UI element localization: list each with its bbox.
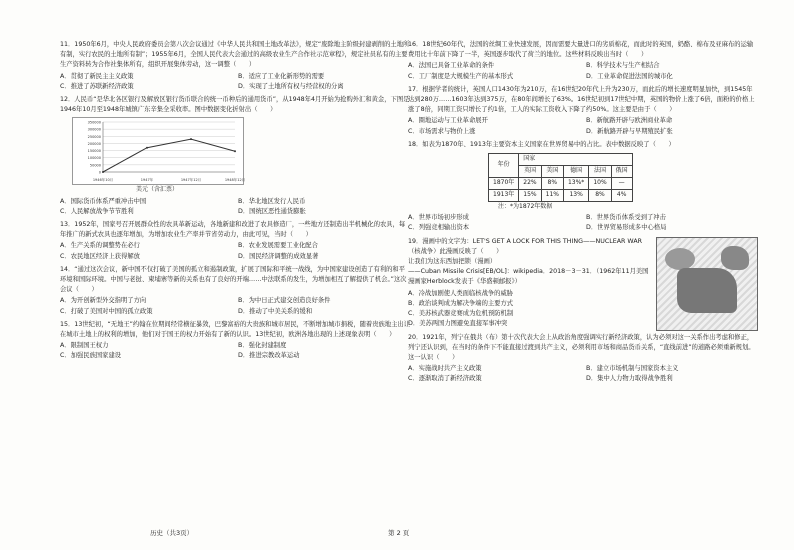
question-11 <box>60 40 410 92</box>
option-a: A．圈地运动与工业革命展开 <box>408 117 488 125</box>
col-header: 美国 <box>541 166 563 178</box>
option-c: C．逐渐取消了新经济政策 <box>408 375 482 383</box>
option-b: B．建立市场机制与国家资本主义 <box>586 365 679 373</box>
table-cell: 22% <box>519 178 541 190</box>
x-tick-label: 1947年 <box>140 178 154 183</box>
option-b: B．强化封建制度 <box>238 342 287 350</box>
option-c: C．列强竞相输出资本 <box>408 224 470 232</box>
option-d: D．新航路开辟与早期殖民扩张 <box>586 127 673 135</box>
cartoon-bomb <box>677 268 737 313</box>
option-c: C．市场需求与物价上涨 <box>408 127 476 135</box>
option-a: A．世界市场初步形成 <box>408 214 469 222</box>
y-tick-label: 100000 <box>87 156 101 161</box>
option-a: A．生产关系的调整势在必行 <box>60 242 140 250</box>
option-a: A．国际货币体系严重冲击中国 <box>60 197 147 205</box>
y-tick-label: 300000 <box>87 128 101 133</box>
question-text: 19．漫画中的文字为：LET'S GET A LOCK FOR THIS THING——NUCLEAR WAR（核战争）此漫画反映了（ ） <box>408 237 642 255</box>
option-c: C．打破了美国对中国的孤立政策 <box>60 307 153 315</box>
option-a: A．贯彻了新民主主义政策 <box>60 72 134 80</box>
footer-subject: 历史（共3页） <box>150 529 194 537</box>
option-a: A．法国已具备工业革命的条件 <box>408 62 495 70</box>
question-text: 18．如表为1870年、1913年主要资本主义国家在世界贸易中的占比。表中数据反映了（ ） <box>408 140 675 148</box>
option-c: C．加强民族国家建设 <box>60 352 122 360</box>
data-point <box>102 171 104 173</box>
option-a: A．限制国王权力 <box>60 342 109 350</box>
question-12 <box>60 95 410 217</box>
left-column <box>60 40 410 365</box>
x-tick-label: 1946年10月 <box>92 178 114 183</box>
y-tick-label: 150000 <box>87 149 101 154</box>
option-c: C．人民解放战争节节胜利 <box>60 207 134 215</box>
question-18 <box>408 140 758 234</box>
question-13 <box>60 220 410 262</box>
option-a: A．为开创新型外交指明了方向 <box>60 297 147 305</box>
table-cell: 8% <box>589 190 611 202</box>
option-c: C．美苏核武器竞赛成为危机预防机制 <box>408 310 514 318</box>
option-c: C．工厂制度是大规模生产的基本形式 <box>408 72 514 80</box>
option-b: B．科学技术与生产相结合 <box>586 62 660 70</box>
option-d: D．国统区恶性通货膨胀 <box>238 207 306 215</box>
option-b: B．华北地区发行人民币 <box>238 197 306 205</box>
table-note: 注：*为1872年数据 <box>498 203 553 211</box>
option-b: B．农业发展需要工业化配合 <box>238 242 318 250</box>
cartoon-source: ——Cuban Missile Crisis[EB/OL]：wikipedia．2018－3－31．（1962年11月美国漫画家Herblock发表于《华盛顿邮报》） <box>408 268 649 286</box>
option-c: C．农民地区经济上获得解放 <box>60 252 140 260</box>
cartoon-caption: 让我们为这东西加把锁（漫画） <box>408 258 497 266</box>
option-b: B．新航路开辟与欧洲商业革命 <box>586 117 673 125</box>
option-d: D．工业革命促进法国的城市化 <box>586 72 673 80</box>
line-chart <box>72 117 244 185</box>
question-19 <box>408 237 758 330</box>
y-tick-label: 350000 <box>87 120 101 125</box>
question-text: 13．1952年，国家号召开展群众性的农具革新运动，各地新建和改进了农具修造厂，一些地方还制造出半机械化的农具，每年推广的新式农具也逐年增加，为增加农业生产率并节省劳动力，由此可见，当时（ ） <box>60 221 406 239</box>
data-point <box>234 151 236 153</box>
option-d: D．推动了中美关系的缓和 <box>238 307 313 315</box>
table-cell: — <box>611 178 632 190</box>
option-d: D．美苏两国力图避免直接军事冲突 <box>408 320 508 328</box>
y-tick-label: 50000 <box>89 163 101 168</box>
chart-caption: 美元（含汇票） <box>135 186 178 194</box>
option-d: D．国民经济调整的成效显著 <box>238 252 319 260</box>
table-group-header: 国家 <box>519 154 632 166</box>
cartoon-figure-right <box>721 246 749 270</box>
question-text: 12．人民币“是华北各区银行及解放区银行货币联合的统一币种后的通用货币”，从1948年4月开始为抢购外汇和黄金，下图是1946年10月至1948年城镇广东辛集全采收率。图中数据变化折射出（ ） <box>60 96 410 114</box>
option-a: A．冷战加剧使人类面临核战争的威胁 <box>408 289 514 297</box>
option-b: B．适应了工业化新形势的需要 <box>238 72 325 80</box>
question-17 <box>408 85 758 137</box>
question-16 <box>408 40 758 82</box>
question-text: 16．18世纪60年代，法国的丝绸工业快速发展，因而需要大量进口的劣质棉花，而此时的英国，奶酪、棉布及亚麻布的运输费用比十年前下降了一半，英国逐步取代了荷兰的地位。这些材料反映出当时（ ） <box>408 41 754 59</box>
col-header: 俄国 <box>611 166 632 178</box>
data-point <box>190 139 192 141</box>
col-header: 法国 <box>589 166 611 178</box>
footer-page-number: 第 2 页 <box>388 529 410 537</box>
col-header: 英国 <box>519 166 541 178</box>
table-corner: 年份 <box>489 154 519 178</box>
option-d: D．集中人力物力取得战争胜利 <box>586 375 673 383</box>
table-cell: 11% <box>541 190 563 202</box>
question-14 <box>60 265 410 317</box>
row-year: 1913年 <box>489 190 519 202</box>
political-cartoon <box>656 237 758 331</box>
question-text: 11．1950年6月，中央人民政府委员会第八次会议通过《中华人民共和国土地改革法》，规定“废除地主阶级封建剥削的土地所有制，实行农民的土地所有制”；1955年6月，全国人民代表大会通过的高级农业生产合作社示范章程》，规定社员私有的主要生产资料转为合作社集体所有，组织开展集体劳动，这一调整（ ） <box>60 41 410 69</box>
y-tick-label: 250000 <box>87 135 101 140</box>
x-tick-label: 1947年12月 <box>180 178 202 183</box>
question-text: 17．根据学者的统计，英国人口1430年为210万，在16世纪20年代上升为230万，而此后的增长速度明显加快，到1545年达到280万……1603年达到375万，在80年间增长了63%。16世纪初到17世纪中期，英国的物价上涨了6倍，面粉的价格上涨了8倍，同期工资只增长了约1倍，工人的实际工资收入下降了约50%。这主要是由于（ ） <box>408 85 755 114</box>
table-cell: 13%* <box>563 178 588 190</box>
option-b: B．世界货币体系受到了冲击 <box>586 214 666 222</box>
table-cell: 10% <box>589 178 611 190</box>
option-b: B．政治谈判成为解决争端的主要方式 <box>408 299 514 307</box>
table-row <box>489 190 633 202</box>
question-text: 15．13世纪初，“无地王”约翰在位期间经常横征暴敛，巴黎富裕的大贵族和城市居民，不断增加城市捐税，随着贵族地主出让在城市土地上的权利的增加，他们对于国王的权力开始有了新的认识。13世纪初，欧洲各地出现的上述现象表明（ ） <box>60 320 410 339</box>
question-20 <box>408 333 758 385</box>
chart-svg <box>73 118 246 184</box>
col-header: 德国 <box>563 166 588 178</box>
table-row <box>489 178 633 190</box>
option-d: D．世界贸易形成多中心格局 <box>586 224 667 232</box>
question-text: 14．“通过这次会议，新中国不仅打破了美国的孤立和遏制政策，扩展了国际和平统一战线，为中国家建设创造了有利的和平环境和国际环境。中国与老挝、柬埔寨等新的关系也有了良好的开端……中法联系的发生，为增加相互了解提供了机会。”这次会议（ ） <box>60 265 407 294</box>
right-column <box>408 40 758 388</box>
table-cell: 8% <box>541 178 563 190</box>
series-line <box>103 140 235 173</box>
question-15 <box>60 320 410 362</box>
table-cell: 15% <box>519 190 541 202</box>
y-tick-label: 0 <box>98 170 101 175</box>
y-tick-label: 200000 <box>87 142 101 147</box>
option-d: D．实现了土地所有权与经营权的分离 <box>238 82 344 90</box>
cartoon-figure-left <box>665 248 695 270</box>
option-d: D．推进宗教改革运动 <box>238 352 300 360</box>
option-a: A．实施战时共产主义政策 <box>408 365 482 373</box>
question-text: 20．1921年，列宁在俄共（布）第十次代表大会上从政治角度强调实行新经济政策，认为必须对这一关系作出考虑和修正，列宁还认识到，在当时的条件下不能直接过渡到共产主义，必须利用市场和商品货币关系，“直线前进”的道路必须重新规划。这一认识（ ） <box>408 333 755 362</box>
trade-share-table <box>488 153 633 202</box>
option-c: C．推进了苏联新经济政策 <box>60 82 134 90</box>
option-b: B．为中日正式建交创造良好条件 <box>238 297 331 305</box>
x-tick-label: 1948年12月 <box>224 178 246 183</box>
table-cell: 4% <box>611 190 632 202</box>
data-point <box>146 147 148 149</box>
table-cell: 13% <box>563 190 588 202</box>
row-year: 1870年 <box>489 178 519 190</box>
